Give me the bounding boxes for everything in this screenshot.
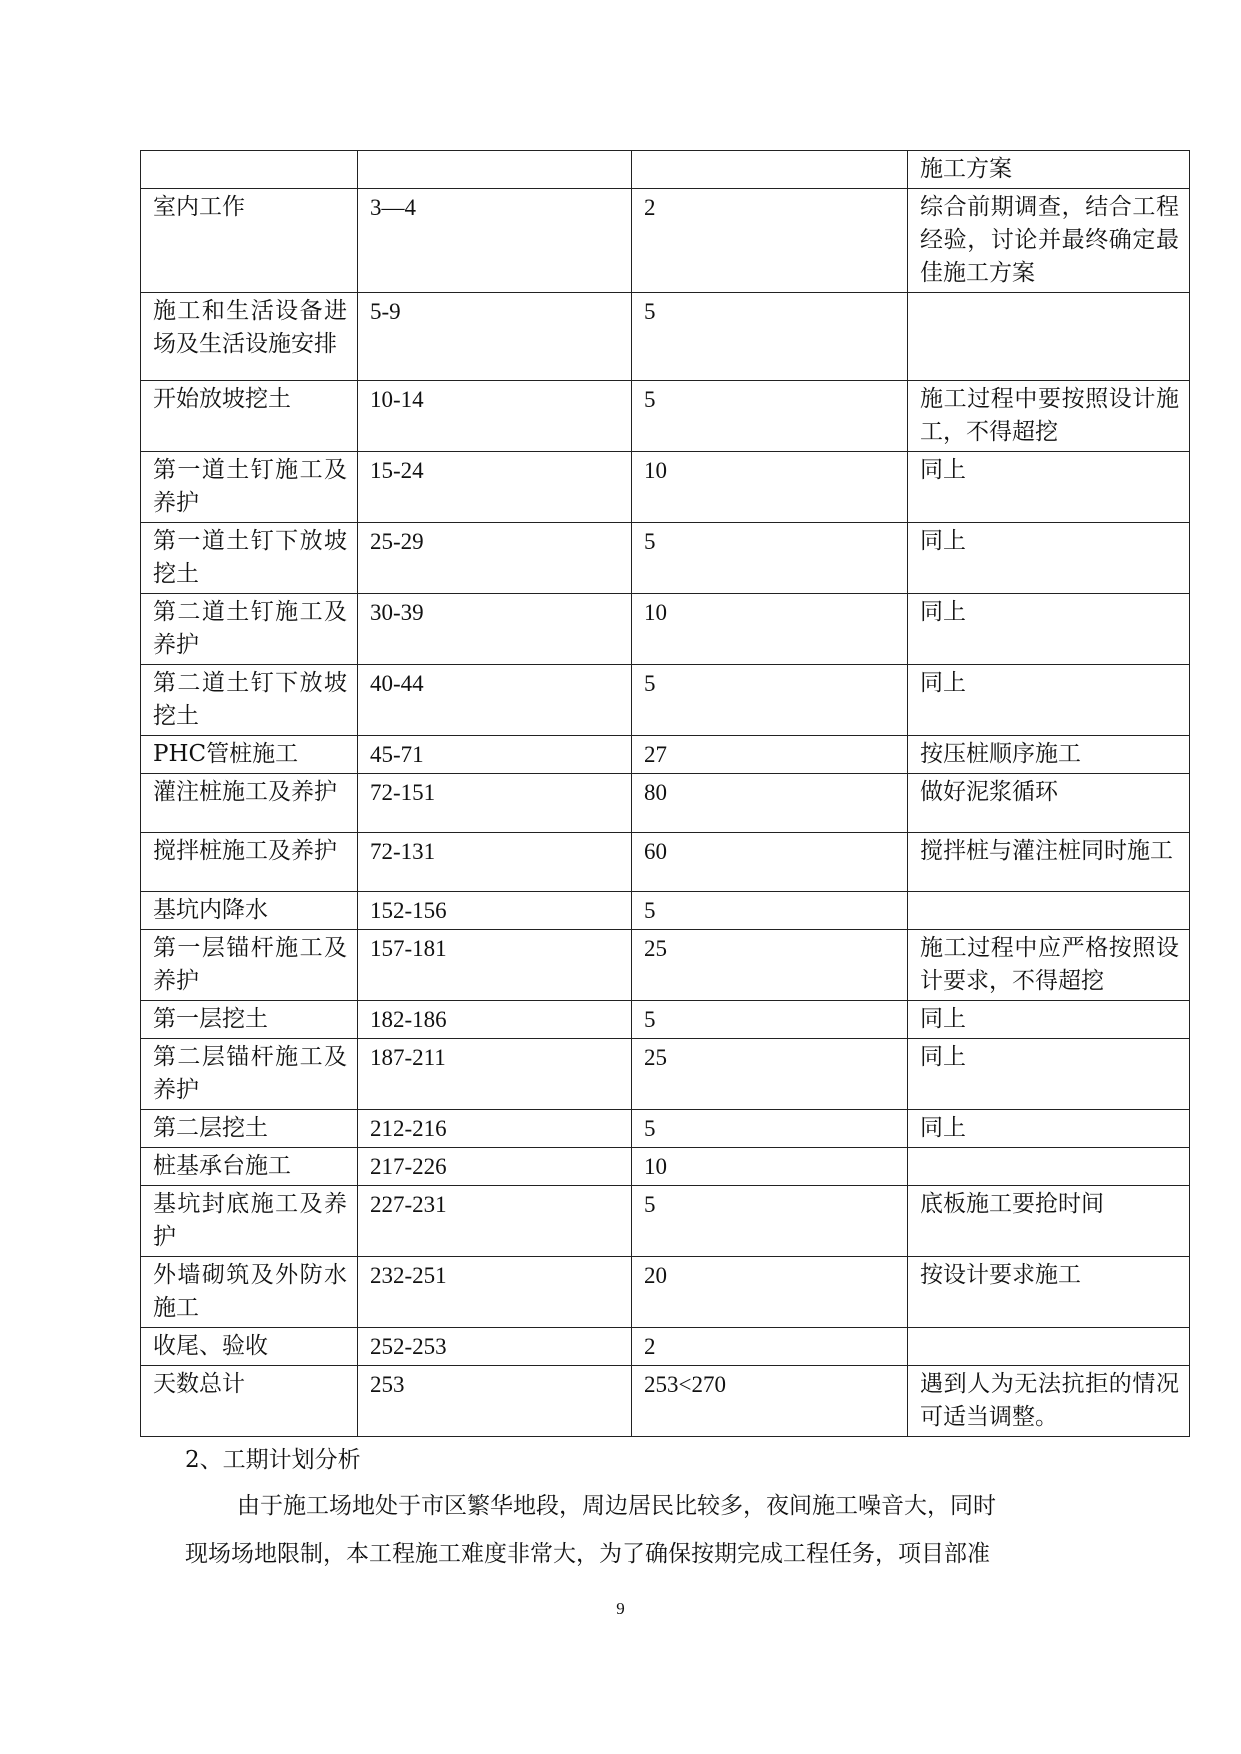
paragraph-line-1: 由于施工场地处于市区繁华地段，周边居民比较多，夜间施工噪音大，同时 [237,1493,996,1519]
days-range-cell: 252-253 [358,1328,632,1366]
note-cell: 同上 [908,1110,1190,1148]
duration-cell: 5 [632,381,908,452]
note-cell: 施工过程中要按照设计施工，不得超挖 [908,381,1190,452]
page-number: 9 [616,1599,625,1618]
days-range-cell: 45-71 [358,736,632,774]
task-cell: PHC管桩施工 [141,736,358,774]
task-cell: 施工和生活设备进场及生活设施安排 [141,293,358,381]
note-cell: 同上 [908,594,1190,665]
task-cell: 室内工作 [141,189,358,293]
days-range-cell: 40-44 [358,665,632,736]
task-cell: 第一道土钉下放坡挖土 [141,523,358,594]
table-row [141,293,1190,381]
duration-cell: 5 [632,523,908,594]
duration-cell: 5 [632,1001,908,1039]
days-range-cell: 72-151 [358,774,632,833]
note-cell: 施工过程中应严格按照设计要求，不得超挖 [908,930,1190,1001]
days-range-cell: 5-9 [358,293,632,381]
section-heading: 2、工期计划分析 [185,1447,361,1473]
duration-cell: 27 [632,736,908,774]
note-cell: 遇到人为无法抗拒的情况可适当调整。 [908,1366,1190,1437]
task-cell [141,151,358,189]
table-row [141,892,1190,930]
table-row [141,1110,1190,1148]
table-row [141,381,1190,452]
duration-cell: 2 [632,189,908,293]
table-row [141,1366,1190,1437]
duration-cell: 5 [632,293,908,381]
note-cell: 做好泥浆循环 [908,774,1190,833]
duration-cell: 253<270 [632,1366,908,1437]
task-cell: 天数总计 [141,1366,358,1437]
days-range-cell: 217-226 [358,1148,632,1186]
table-row [141,151,1190,189]
task-cell: 收尾、验收 [141,1328,358,1366]
note-cell: 同上 [908,523,1190,594]
days-range-cell: 25-29 [358,523,632,594]
table-row [141,1148,1190,1186]
task-cell: 第二道土钉下放坡挖土 [141,665,358,736]
note-cell: 同上 [908,665,1190,736]
days-range-cell: 253 [358,1366,632,1437]
days-range-cell: 3—4 [358,189,632,293]
table-row [141,1257,1190,1328]
schedule-table [140,150,1190,1437]
table-row [141,1328,1190,1366]
task-cell: 第一层挖土 [141,1001,358,1039]
task-cell: 基坑内降水 [141,892,358,930]
note-cell: 施工方案 [908,151,1190,189]
note-cell [908,293,1190,381]
days-range-cell: 182-186 [358,1001,632,1039]
task-cell: 外墙砌筑及外防水施工 [141,1257,358,1328]
task-cell: 桩基承台施工 [141,1148,358,1186]
table-row [141,523,1190,594]
duration-cell: 25 [632,1039,908,1110]
note-cell: 综合前期调查，结合工程经验，讨论并最终确定最佳施工方案 [908,189,1190,293]
duration-cell: 10 [632,452,908,523]
table-row [141,665,1190,736]
table-row [141,1186,1190,1257]
table-row [141,1039,1190,1110]
days-range-cell: 152-156 [358,892,632,930]
table-row [141,833,1190,892]
duration-cell: 5 [632,1186,908,1257]
days-range-cell: 72-131 [358,833,632,892]
days-range-cell: 227-231 [358,1186,632,1257]
task-cell: 第二层锚杆施工及养护 [141,1039,358,1110]
task-cell: 第二道土钉施工及养护 [141,594,358,665]
task-cell: 灌注桩施工及养护 [141,774,358,833]
task-cell: 第一道土钉施工及养护 [141,452,358,523]
duration-cell: 5 [632,1110,908,1148]
duration-cell: 10 [632,1148,908,1186]
duration-cell: 10 [632,594,908,665]
task-cell: 第二层挖土 [141,1110,358,1148]
note-cell: 按设计要求施工 [908,1257,1190,1328]
duration-cell: 80 [632,774,908,833]
table-row [141,774,1190,833]
note-cell [908,1148,1190,1186]
table-row [141,189,1190,293]
note-cell: 搅拌桩与灌注桩同时施工 [908,833,1190,892]
days-range-cell: 15-24 [358,452,632,523]
task-cell: 基坑封底施工及养护 [141,1186,358,1257]
days-range-cell [358,151,632,189]
days-range-cell: 212-216 [358,1110,632,1148]
table-row [141,930,1190,1001]
task-cell: 搅拌桩施工及养护 [141,833,358,892]
note-cell: 按压桩顺序施工 [908,736,1190,774]
note-cell: 同上 [908,1039,1190,1110]
paragraph-line-2: 现场场地限制，本工程施工难度非常大，为了确保按期完成工程任务，项目部准 [185,1541,990,1567]
note-cell: 同上 [908,1001,1190,1039]
days-range-cell: 157-181 [358,930,632,1001]
table-row [141,452,1190,523]
note-cell [908,892,1190,930]
note-cell [908,1328,1190,1366]
duration-cell: 60 [632,833,908,892]
duration-cell [632,151,908,189]
duration-cell: 20 [632,1257,908,1328]
task-cell: 第一层锚杆施工及养护 [141,930,358,1001]
duration-cell: 5 [632,665,908,736]
note-cell: 同上 [908,452,1190,523]
note-cell: 底板施工要抢时间 [908,1186,1190,1257]
table-row [141,736,1190,774]
table-row [141,594,1190,665]
days-range-cell: 30-39 [358,594,632,665]
days-range-cell: 10-14 [358,381,632,452]
days-range-cell: 232-251 [358,1257,632,1328]
duration-cell: 5 [632,892,908,930]
table-row [141,1001,1190,1039]
days-range-cell: 187-211 [358,1039,632,1110]
schedule-table-body [141,151,1190,1437]
duration-cell: 25 [632,930,908,1001]
task-cell: 开始放坡挖土 [141,381,358,452]
duration-cell: 2 [632,1328,908,1366]
